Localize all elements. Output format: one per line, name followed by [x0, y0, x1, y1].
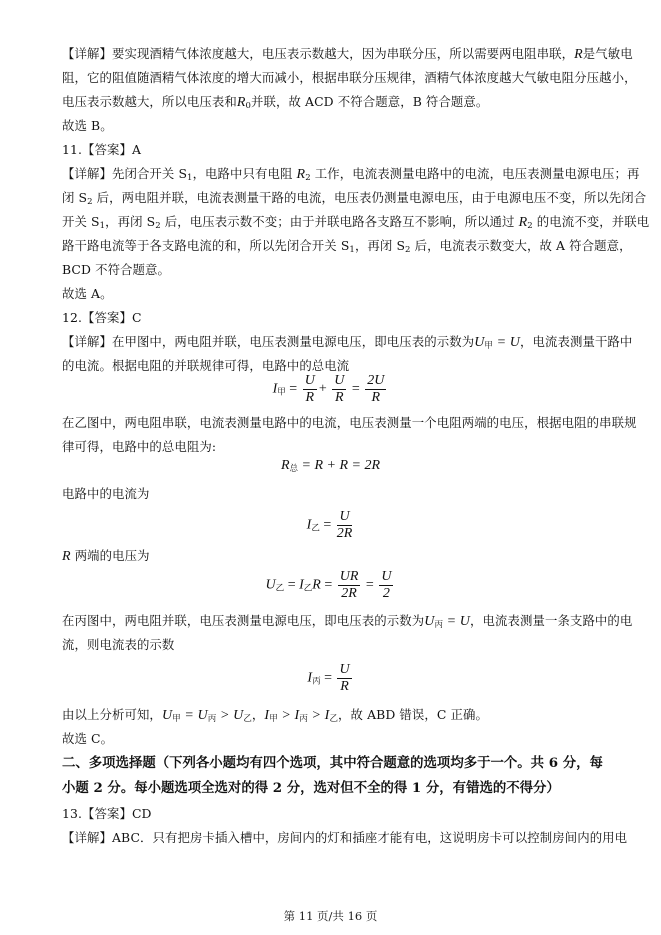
- fraction: $\frac{U}{R}$: [304, 373, 315, 405]
- answer-label: 11.【答案】A: [62, 142, 142, 157]
- heading-line: 二、多项选择题（下列各小题均有四个选项，其中符合题意的选项均多于一个。共 6 分，每: [62, 755, 603, 771]
- fraction: $\frac{U}{2R}$: [336, 509, 353, 541]
- fraction: $\frac{2U}{R}$: [367, 373, 385, 405]
- text-block: [62, 703, 602, 751]
- text-block: [62, 544, 602, 568]
- text-line: 【详解】先闭合开关 $S_1$，电路中只有电阻 $R_2$ 工作，电流表测量电路中的电流，电压表测量电源电压；再: [62, 166, 640, 183]
- text-block: [62, 482, 602, 506]
- text-line: 电压表示数越大，所以电压表和$R_0$并联，故 ACD 不符合题意，B 符合题意。: [62, 94, 489, 111]
- text-line: 【详解】要实现酒精气体浓度越大，电压表示数越大，因为串联分压，所以需要两电阻串联，R是气敏电: [62, 46, 633, 62]
- text-line: 【详解】在甲图中，两电阻并联，电压表测量电源电压，即电压表的示数为$U_甲 = U$，电流表测量干路中: [62, 334, 633, 351]
- text-line: 阻，它的阻值随酒精气体浓度的增大而减小，根据串联分压规律，酒精气体浓度越大气敏电阻分压越小，: [62, 70, 637, 85]
- text-block: [62, 609, 633, 657]
- text-block: [62, 411, 637, 459]
- page-number: 第 11 页/共 16 页: [283, 909, 378, 923]
- text-line: 开关 $S_1$，再闭 $S_2$ 后，电压表示数不变；由于并联电路各支路互不影响，所以通过 $R_2$ 的电流不变，并联电: [62, 214, 650, 231]
- text-line: 的电流。根据电阻的并联规律可得，电路中的总电流: [62, 358, 350, 373]
- fraction: $\frac{U}{R}$: [334, 373, 345, 405]
- text-line: BCD 不符合题意。: [62, 262, 171, 277]
- text-line: 在丙图中，两电阻并联，电压表测量电源电压，即电压表的示数为$U_丙 = U$，电流表测量一条支路中的电: [62, 613, 633, 630]
- equation-current-yi: $I_乙$ = $\frac{U}{2R}$: [306, 509, 353, 541]
- fraction: $\frac{UR}{2R}$: [339, 569, 359, 601]
- equation-total-resistance: $R_总 = R + R = 2R$: [280, 458, 381, 473]
- text-line: 故选 C。: [62, 731, 114, 746]
- text-line: 流，则电流表的示数: [62, 637, 175, 652]
- equation-current-bing: $I_丙$ = $\frac{U}{R}$: [307, 662, 350, 694]
- fraction: $\frac{U}{R}$: [339, 662, 350, 694]
- text-line: 律可得，电路中的总电阻为:: [62, 439, 217, 454]
- question-12-answer: [62, 306, 633, 378]
- text-line: 故选 A。: [62, 286, 113, 301]
- section-heading: [62, 751, 607, 801]
- text-line: 路干路电流等于各支路电流的和，所以先闭合开关 $S_1$，再闭 $S_2$ 后，电流表示数变大，故 A 符合题意，: [62, 238, 632, 255]
- text-line: R 两端的电压为: [62, 548, 150, 564]
- text-line: 故选 B。: [62, 118, 113, 133]
- question-13-answer: [62, 802, 628, 850]
- heading-line: 小题 2 分。每小题选项全选对的得 2 分，选对但不全的得 1 分，有错选的不得分）: [62, 780, 560, 796]
- text-line: 在乙图中，两电阻串联，电流表测量电路中的电流，电压表测量一个电阻两端的电压，根据电阻的串联规: [62, 415, 637, 430]
- equation-voltage-yi: $U_乙 = I_乙R$ = $\frac{UR}{2R}$ = $\frac{U}{2}$: [265, 569, 392, 601]
- equation-total-current-jia: $I_甲$ = $\frac{U}{R}$ + $\frac{U}{R}$ = $\frac{2U}{R}$: [272, 373, 385, 405]
- fraction: $\frac{U}{2}$: [381, 569, 392, 601]
- text-line: 【详解】ABC．只有把房卡插入槽中，房间内的灯和插座才能有电，这说明房卡可以控制房间内的用电: [62, 830, 628, 845]
- explanation-paragraph-10: [62, 42, 637, 138]
- text-line: 由以上分析可知，$U_甲 = U_丙 > U_乙$，$I_甲 > I_丙 > I_乙$，故 ABD 错误，C 正确。: [62, 707, 488, 724]
- text-line: 闭 $S_2$ 后，两电阻并联，电流表测量干路的电流，电压表仍测量电源电压，由于电源电压不变，所以先闭合: [62, 190, 647, 207]
- answer-label: 12.【答案】C: [62, 310, 142, 325]
- text-line: 电路中的电流为: [62, 486, 150, 501]
- question-11-answer: [62, 138, 650, 306]
- answer-label: 13.【答案】CD: [62, 806, 152, 821]
